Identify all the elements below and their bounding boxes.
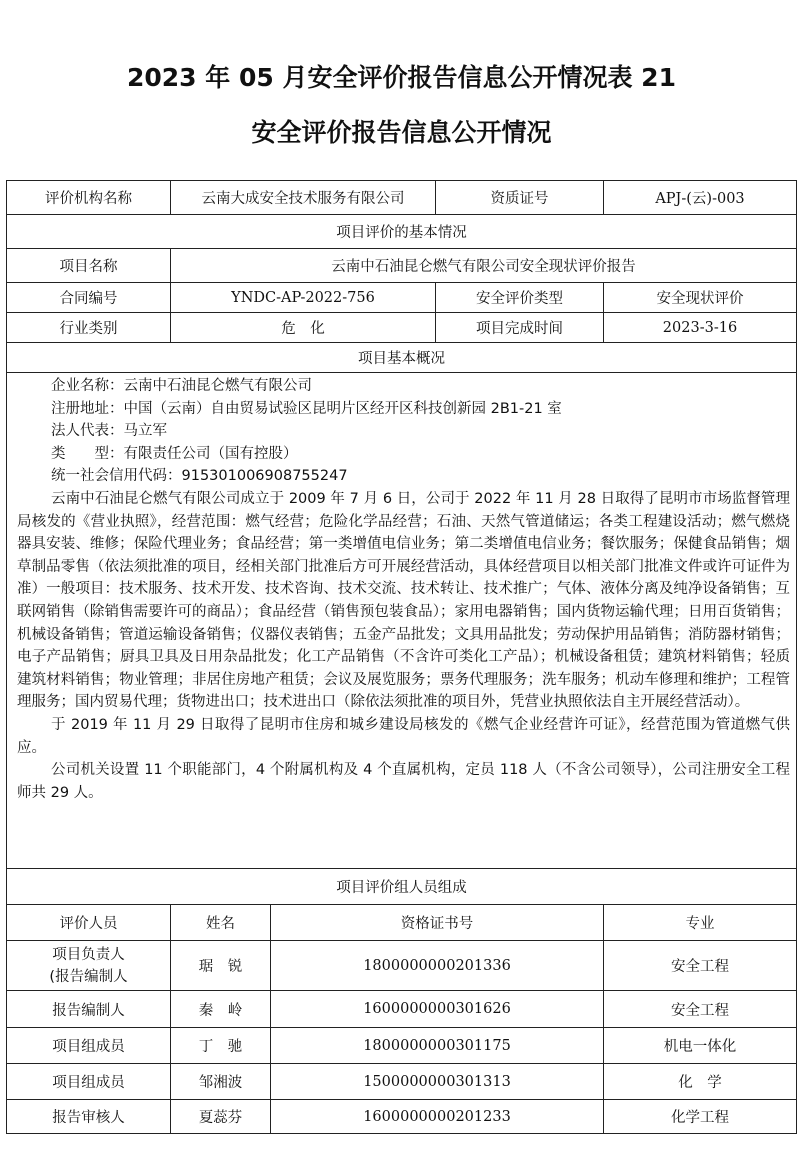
member-role: 项目组成员 (7, 1028, 171, 1064)
team-section-header: 项目评价组人员组成 (7, 869, 797, 905)
table-row (7, 1064, 797, 1100)
industry-row (7, 313, 797, 343)
member-major: 安全工程 (604, 941, 797, 991)
team-header-major: 专业 (604, 905, 797, 941)
staff-paragraph: 公司机关设置 11 个职能部门，4 个附属机构及 4 个直属机构，定员 118 人（不含公司领导），公司注册安全工程师共 29 人。 (17, 762, 790, 801)
basic-section-header: 项目评价的基本情况 (7, 215, 797, 249)
member-major: 化 学 (604, 1064, 797, 1100)
member-major: 化学工程 (604, 1100, 797, 1134)
member-major: 机电一体化 (604, 1028, 797, 1064)
member-major: 安全工程 (604, 991, 797, 1028)
eval-type-label: 安全评价类型 (436, 283, 604, 313)
contract-row (7, 283, 797, 313)
member-role: 报告编制人 (7, 991, 171, 1028)
contract-value: YNDC-AP-2022-756 (171, 283, 436, 313)
overview-section-header: 项目基本概况 (7, 343, 797, 373)
team-header-row (7, 905, 797, 941)
table-row (7, 1100, 797, 1134)
business-scope-paragraph: 云南中石油昆仑燃气有限公司成立于 2009 年 7 月 6 日，公司于 2022 年 11 月 28 日取得了昆明市市场监督管理局核发的《营业执照》，经营范围：燃气经营；危险化学品经营；石油、天然气管道储运；各类工程建设活动；燃气燃烧器具安装、维修；保险代理业务；食品经营；第一类增值电信业务；第二类增值电信业务；餐饮服务；保健食品销售；烟草制品零售（依法须批准的项目，经相关部门批准后方可开展经营活动，具体经营项目以相关部门批准文件或许可证件为准）一般项目：技术服务、技术开发、技术咨询、技术交流、技术转让、技术推广；气体、液体分离及纯净设备销售；互联网销售（除销售需要许可的商品）；食品经营（销售预包装食品）；家用电器销售；国内货物运输代理；日用百货销售；机械设备销售；管道运输设备销售；仪器仪表销售；五金产品批发；文具用品批发；劳动保护用品销售；消防器材销售；电子产品销售；厨具卫具及日用杂品批发；化工产品销售（不含许可类化工产品）；机械设备租赁；建筑材料销售；轻质建筑材料销售；物业管理；非居住房地产租赁；会议及展览服务；票务代理服务；洗车服务；机动车修理和维护；工程管理服务；国内贸易代理；货物进出口；技术进出口（除依法须批准的项目外，凭营业执照依法自主开展经营活动）。 (17, 490, 790, 711)
credit-code: 统一社会信用代码：915301006908755247 (51, 468, 348, 485)
cert-label: 资质证号 (436, 181, 604, 215)
team-header-role: 评价人员 (7, 905, 171, 941)
finish-label: 项目完成时间 (436, 313, 604, 343)
member-role: 项目组成员 (7, 1064, 171, 1100)
member-cert: 1500000000301313 (271, 1064, 604, 1100)
project-name-label: 项目名称 (7, 249, 171, 283)
overview-body (7, 373, 797, 869)
member-name: 秦 岭 (171, 991, 271, 1028)
document-subtitle: 安全评价报告信息公开情况 (251, 118, 552, 147)
member-cert: 1600000000301626 (271, 991, 604, 1028)
table-row (7, 941, 797, 991)
company-name: 企业名称：云南中石油昆仑燃气有限公司 (51, 378, 312, 394)
team-header-name: 姓名 (171, 905, 271, 941)
member-name: 夏蕊芬 (171, 1100, 271, 1134)
table-row (7, 991, 797, 1028)
org-label: 评价机构名称 (7, 181, 171, 215)
legal-representative: 法人代表：马立军 (51, 423, 167, 440)
industry-label: 行业类别 (7, 313, 171, 343)
license-paragraph: 于 2019 年 11 月 29 日取得了昆明市住房和城乡建设局核发的《燃气企业经营许可证》，经营范围为管道燃气供应。 (17, 716, 790, 756)
team-header-cert: 资格证书号 (271, 905, 604, 941)
member-name: 琚 锐 (171, 941, 271, 991)
member-role: 项目负责人 (报告编制人 (7, 941, 171, 991)
member-name: 邹湘波 (171, 1064, 271, 1100)
eval-type-value: 安全现状评价 (604, 283, 797, 313)
document-title: 2023 年 05 月安全评价报告信息公开情况表 21 (127, 63, 676, 92)
company-type: 类 型：有限责任公司（国有控股） (51, 445, 298, 462)
finish-value: 2023-3-16 (604, 313, 797, 343)
member-cert: 1600000000201233 (271, 1100, 604, 1134)
contract-label: 合同编号 (7, 283, 171, 313)
member-cert: 1800000000301175 (271, 1028, 604, 1064)
cert-value: APJ-(云)-003 (604, 181, 797, 215)
member-name: 丁 驰 (171, 1028, 271, 1064)
org-row (7, 181, 797, 215)
project-name-value: 云南中石油昆仑燃气有限公司安全现状评价报告 (171, 249, 797, 283)
project-name-row (7, 249, 797, 283)
member-cert: 1800000000201336 (271, 941, 604, 991)
table-row (7, 1028, 797, 1064)
industry-value: 危 化 (171, 313, 436, 343)
org-value: 云南大成安全技术服务有限公司 (171, 181, 436, 215)
member-role: 报告审核人 (7, 1100, 171, 1134)
registered-address: 注册地址：中国（云南）自由贸易试验区昆明片区经开区科技创新园 2B1-21 室 (51, 400, 562, 417)
info-table (6, 180, 797, 1134)
